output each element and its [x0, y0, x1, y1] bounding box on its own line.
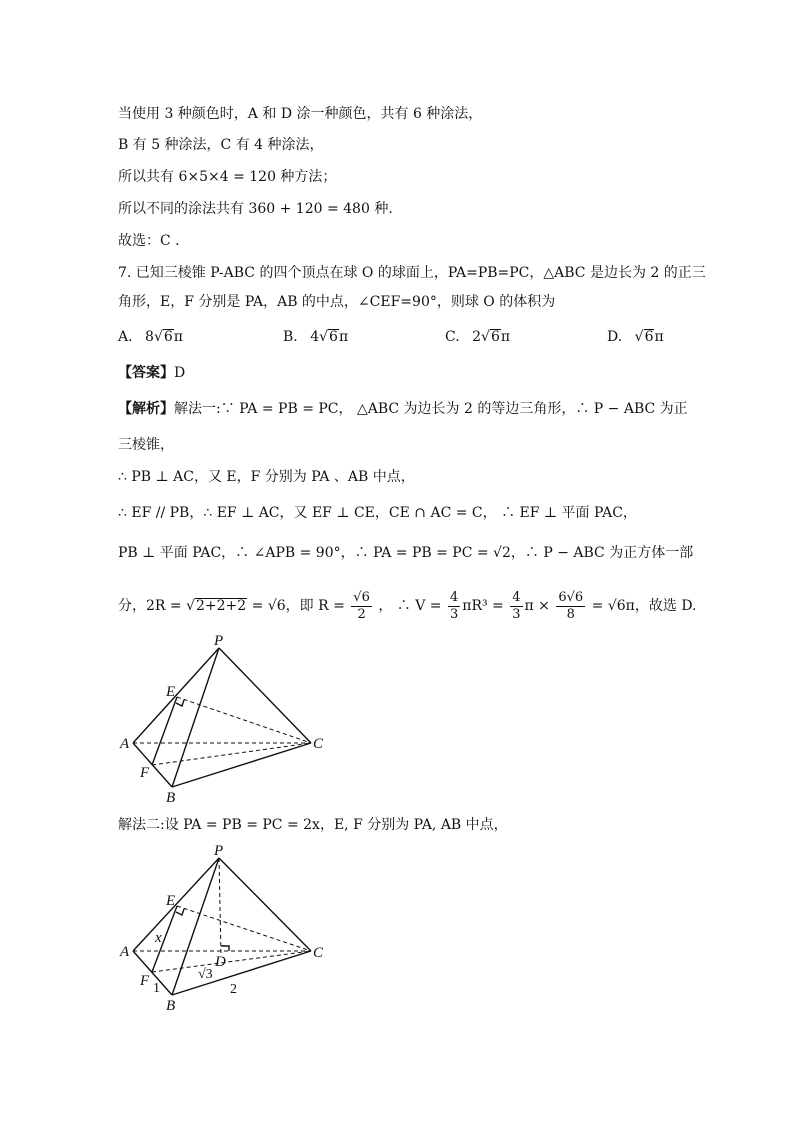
option-a-radicand: 6: [163, 329, 173, 345]
tetrahedron-figure-1: [110, 630, 340, 810]
option-c-pi: π: [500, 329, 511, 345]
analysis-line-6: 分，2R = √2+2+2 = √6，即 R = $\frac{√6}{2}$ ， ∴ V = $\frac{4}{3}$ πR³ = $\frac{4}{3}$ π × $\frac{6√6}{8}$ = √6π，故选 D.: [118, 589, 697, 622]
edge-PA: [133, 648, 219, 743]
option-b: B. 4√6π: [283, 329, 349, 345]
s6-part-c: ， ∴ V =: [378, 598, 446, 614]
fraction-4-3-a: $\frac{4}{3}$: [449, 589, 459, 622]
option-a: A. 8√6π: [118, 329, 183, 345]
option-b-label: B.: [283, 329, 298, 345]
s6-radicand: 2+2+2: [196, 598, 247, 614]
edge-FC: [152, 951, 311, 972]
edge-PB: [172, 648, 219, 787]
right-angle-mark-D: [221, 946, 229, 951]
s6-part-b: = √6，即 R =: [247, 598, 350, 614]
option-b-radicand: 6: [329, 329, 338, 345]
option-a-label: A.: [118, 329, 133, 345]
option-c-label: C.: [445, 329, 460, 345]
edge-PA: [133, 858, 219, 951]
analysis-line-2: 三棱锥，: [118, 437, 174, 453]
edge-PC: [219, 648, 311, 743]
label-x: x: [155, 930, 162, 946]
label-2: 2: [230, 982, 237, 997]
edge-BC: [172, 951, 311, 995]
question-line-2: 角形，E，F 分别是 PA，AB 的中点，∠CEF=90°，则球 O 的体积为: [118, 294, 556, 310]
option-a-pi: π: [173, 329, 183, 345]
analysis-text-1: 解法一:∵ PA = PB = PC， △ABC 为边长为 2 的等边三角形，∴ P − ABC 为正: [174, 401, 688, 417]
label-sqrt3: √3: [198, 967, 213, 982]
option-d: D. √6π: [607, 329, 664, 345]
option-b-coef: 4: [310, 329, 320, 345]
analysis-label: 【解析】: [118, 401, 174, 417]
label-C: C: [313, 945, 324, 961]
text-line-2: B 有 5 种涂法，C 有 4 种涂法，: [118, 137, 324, 153]
edge-EC: [177, 697, 311, 743]
text-line-3: 所以共有 6×5×4 = 120 种方法；: [118, 169, 337, 185]
option-b-pi: π: [338, 329, 349, 345]
text-line-4: 所以不同的涂法共有 360 + 120 = 480 种.: [118, 201, 393, 217]
analysis-line-5: PB ⊥ 平面 PAC，∴ ∠APB = 90°，∴ PA = PB = PC = √2，∴ P − ABC 为正方体一部: [118, 545, 694, 561]
analysis-line-4: ∴ EF // PB，∴ EF ⊥ AC，又 EF ⊥ CE，CE ∩ AC = C， ∴ EF ⊥ 平面 PAC，: [118, 505, 637, 521]
label-B: B: [166, 998, 176, 1014]
s6-part-e: π ×: [524, 598, 555, 614]
option-c: C. 2√6π: [445, 329, 511, 345]
answer-value: D: [174, 365, 186, 381]
s6-part-d: πR³ =: [462, 598, 509, 614]
label-D: D: [215, 954, 226, 970]
label-1: 1: [153, 981, 160, 996]
fraction-r: $\frac{√6}{2}$: [353, 589, 370, 622]
option-d-radicand: 6: [644, 329, 654, 345]
edge-FC: [152, 743, 311, 765]
label-A: A: [120, 944, 130, 960]
fraction-6r6-8: $\frac{6√6}{8}$: [558, 589, 584, 622]
option-d-label: D.: [607, 329, 623, 345]
fraction-4-3-b: $\frac{4}{3}$: [512, 589, 521, 622]
option-a-coef: 8: [145, 329, 154, 345]
text-line-5: 故选：C .: [118, 233, 180, 249]
label-E: E: [166, 684, 176, 700]
right-angle-mark-E: [176, 909, 184, 915]
label-B: B: [166, 790, 176, 806]
answer-line: [118, 363, 185, 383]
answer-label: 【答案】: [118, 365, 174, 381]
label-A: A: [120, 736, 130, 752]
height-PD: [219, 858, 221, 956]
option-d-pi: π: [654, 329, 664, 345]
edge-BC: [172, 743, 311, 787]
s6-part-a: 分，2R =: [118, 598, 187, 614]
analysis-line-1: [118, 399, 688, 419]
s6-part-f: = √6π，故选 D.: [587, 598, 697, 614]
text-line-1: 当使用 3 种颜色时，A 和 D 涂一种颜色，共有 6 种涂法，: [118, 106, 483, 122]
analysis-line-3: ∴ PB ⊥ AC，又 E，F 分别为 PA 、AB 中点，: [118, 469, 415, 485]
label-C: C: [313, 736, 324, 752]
label-F: F: [140, 973, 150, 989]
tetrahedron-figure-2: [110, 838, 340, 1018]
option-c-coef: 2: [472, 329, 482, 345]
edge-PC: [219, 858, 311, 951]
question-line-1: 7. 已知三棱锥 P-ABC 的四个顶点在球 O 的球面上，PA=PB=PC，△ABC 是边长为 2 的正三: [118, 265, 706, 281]
option-c-radicand: 6: [490, 329, 500, 345]
analysis-line-7: 解法二:设 PA = PB = PC = 2x，E, F 分别为 PA, AB 中点，: [118, 817, 508, 833]
label-P: P: [214, 633, 224, 649]
label-P: P: [214, 843, 224, 859]
label-E: E: [166, 893, 176, 909]
label-F: F: [140, 765, 150, 781]
edge-EC: [177, 906, 311, 951]
right-angle-mark: [176, 700, 184, 706]
